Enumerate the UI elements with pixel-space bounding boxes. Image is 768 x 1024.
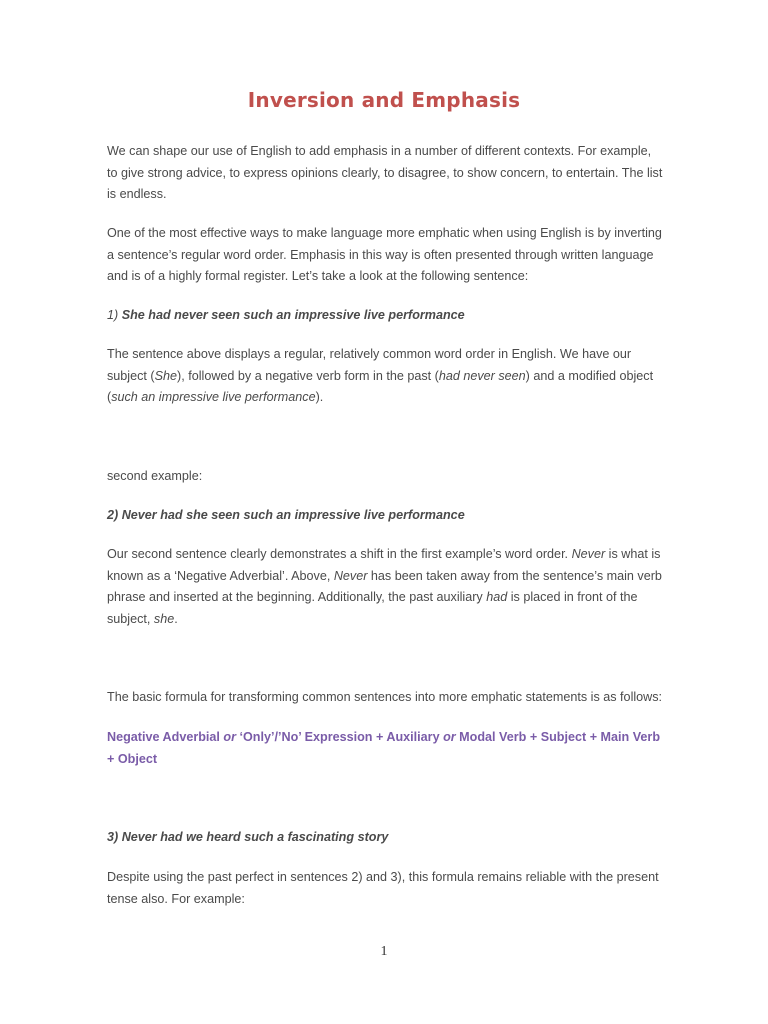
emphasis-run: She: [154, 368, 178, 383]
text-run: ) and a modified object (: [107, 368, 654, 404]
text-run: The sentence above displays a regular, relatively common word order in English. We have our subject (: [107, 347, 632, 383]
inversion-paragraph: One of the most effective ways to make language more emphatic when using English is by inverting a sentence’s regular word order. Emphasis in this way is often presented through written language and is of a highly formal register. Let’s take a look at the following sentence:: [107, 226, 662, 283]
page-number: 1: [380, 944, 388, 959]
example-3-number: 3): [107, 830, 119, 844]
emphasis-run: she: [153, 611, 175, 626]
text-run: ).: [315, 390, 324, 404]
example-1: [107, 305, 663, 327]
emphasis-run: Never: [571, 547, 606, 561]
shift-paragraph: [107, 544, 663, 630]
formula-or: or: [443, 730, 456, 744]
intro-paragraph: We can shape our use of English to add emphasis in a number of different contexts. For example, to give strong advice, to express opinions clearly, to disagree, to show concern, to entertain. The list is endless.: [107, 144, 663, 201]
formula-part: Negative Adverbial: [107, 730, 224, 744]
emphasis-run: such an impressive live performance: [111, 390, 316, 404]
regular-order-paragraph: [107, 344, 663, 409]
emphasis-run: had: [486, 590, 508, 604]
formula: [107, 727, 663, 770]
example-2: [107, 505, 663, 527]
text-run: is what is known as a ‘Negative Adverbial’. Above,: [107, 547, 661, 583]
text-run: .: [174, 611, 178, 626]
page-title: Inversion and Emphasis: [247, 88, 521, 112]
text-run: is placed in front of the subject,: [107, 590, 638, 626]
example-3-text: Never had we heard such a fascinating story: [121, 830, 389, 844]
example-1-number: 1): [107, 308, 119, 322]
formula-part: Modal Verb + Subject + Main Verb + Object: [107, 730, 661, 766]
formula-intro-paragraph: The basic formula for transforming common sentences into more emphatic statements is as follows:: [107, 690, 663, 704]
text-run: has been taken away from the sentence’s main verb phrase and inserted at the beginning. Additionally, the past auxiliary: [107, 568, 662, 604]
example-2-text: Never had she seen such an impressive live performance: [121, 508, 465, 522]
example-3: [107, 827, 663, 849]
second-example-label: second example:: [107, 469, 203, 483]
example-2-number: 2): [107, 508, 119, 522]
text-run: Our second sentence clearly demonstrates a shift in the first example’s word order.: [107, 547, 572, 561]
formula-part: ‘Only’/’No’ Expression + Auxiliary: [236, 730, 444, 744]
text-run: ), followed by a negative verb form in the past (: [177, 368, 439, 383]
emphasis-run: Never: [333, 568, 368, 583]
emphasis-run: had never seen: [438, 368, 526, 383]
formula-or: or: [223, 730, 237, 744]
example-1-text: She had never seen such an impressive live performance: [121, 308, 465, 322]
present-tense-paragraph: Despite using the past perfect in sentences 2) and 3), this formula remains reliable with the present tense also. For example:: [107, 870, 659, 906]
